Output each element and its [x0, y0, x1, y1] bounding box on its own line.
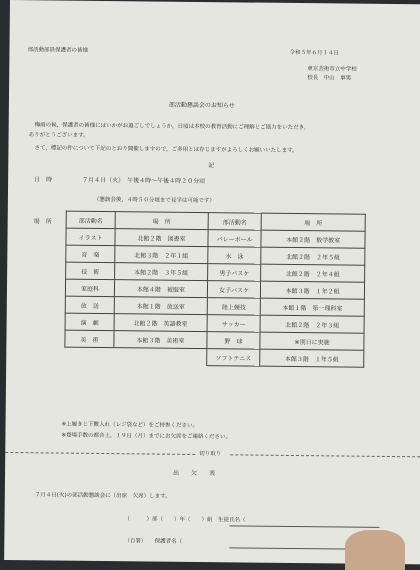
- guardian-line: （自署） 保護者名（: [124, 538, 183, 545]
- empty-cell: [65, 347, 114, 365]
- attendance-line: ７月４日(火)の部活動懇談会に（出席 欠席）します。: [34, 492, 171, 500]
- header-place-1: 場 所: [115, 212, 208, 230]
- cut-line-right: [230, 454, 420, 457]
- empty-cell: [114, 348, 207, 366]
- body-line-1: 梅雨の候，保護者の皆様にはいかがお過ごしでしょうか。日頃は本校の教育活動にご理解とご協力をいただき，: [34, 122, 310, 132]
- notice-title: 部活動懇談会のお知らせ: [168, 101, 235, 110]
- schedule-note: （懇談会後，４時５０分頃まで見学は可能です）: [93, 196, 215, 205]
- club-cell: 女子バスケ: [207, 281, 261, 299]
- addressee: 部活動部員保護者の皆様: [27, 47, 89, 54]
- place-cell: 本館１階 第一理科室: [261, 298, 365, 316]
- club-cell: イラスト: [66, 228, 115, 246]
- club-cell: ソフトテニス: [207, 349, 261, 367]
- finger-thumb: [345, 530, 405, 570]
- club-cell: サッカー: [207, 315, 261, 333]
- club-cell: 家庭科: [65, 279, 114, 297]
- header-club-1: 部活動名: [66, 211, 115, 229]
- note-2: ※登場手数の都合上，１９日（月）までにお欠席をご連絡ください。: [61, 432, 232, 441]
- club-cell: 美 術: [65, 330, 114, 348]
- venue-table: [64, 211, 366, 368]
- club-cell: 男子バスケ: [207, 264, 261, 282]
- header-place-2: 場 所: [261, 213, 365, 231]
- place-cell: 本館２階 数学教室: [261, 230, 365, 248]
- club-cell: 技 術: [66, 262, 115, 280]
- cut-label: 切り取り: [199, 451, 222, 458]
- place-cell: 本館３階 １年５組: [260, 349, 364, 367]
- place-cell: 北館２階 ２年５組: [261, 247, 365, 265]
- place-cell: 北館２階 図書室: [115, 229, 208, 247]
- note-1: ※上履きと下靴入れ（レジ袋など）をご持参ください。: [61, 421, 199, 429]
- place-cell: 本館３階 １年２組: [261, 281, 365, 299]
- club-cell: 陸上競技: [207, 298, 261, 316]
- schedule-value: ７月４日（火） 午後４時～午後４時２０分頃: [82, 176, 206, 186]
- club-cell: 放 送: [65, 296, 114, 314]
- place-cell: 本館１階 放送室: [114, 297, 207, 315]
- cut-line-left: [5, 452, 195, 455]
- body-line-2: ありがとうございます。: [28, 132, 89, 139]
- notice-paper: [4, 0, 420, 564]
- date: 令和５年６月１４日: [289, 49, 340, 57]
- venue-label: 場 所: [33, 218, 52, 226]
- body-line-3: さて，標記の件について下記のとおり開催しますので，ご多用とは存じますがよろしくお願いいたします。: [34, 145, 298, 155]
- student-name-underline: [230, 525, 380, 528]
- student-line: （ ）部（ ）年（ ）組 生徒氏名（: [124, 516, 246, 524]
- club-cell: 音 楽: [66, 245, 115, 263]
- place-cell: 本館２階 ３年５組: [115, 263, 208, 281]
- club-cell: 水 泳: [208, 247, 262, 265]
- place-cell: 北館２階 ２年３組: [260, 315, 364, 333]
- place-cell: 北館２階 ２年４組: [261, 264, 365, 282]
- place-cell: 北館２階 英語教室: [114, 314, 207, 332]
- place-cell: 北館３階 ２年１組: [115, 246, 208, 264]
- table-row: [65, 347, 364, 367]
- place-cell: 本館３階 美術室: [114, 331, 207, 349]
- club-cell: 野 球: [207, 332, 261, 350]
- school-name: 東京芸術市立中学校: [307, 66, 357, 73]
- club-cell: 演 劇: [65, 313, 114, 331]
- header-club-2: 部活動名: [208, 213, 262, 231]
- club-cell: バレーボール: [208, 230, 262, 248]
- place-cell: ※別日に実施: [260, 332, 364, 350]
- ki-label: 記: [208, 162, 215, 170]
- principal-name: 校長 中山 事男: [307, 75, 352, 82]
- place-cell: 本館４階 被服室: [114, 280, 207, 298]
- schedule-label: 日 時: [34, 176, 53, 184]
- form-title: 出 欠 表: [173, 469, 216, 478]
